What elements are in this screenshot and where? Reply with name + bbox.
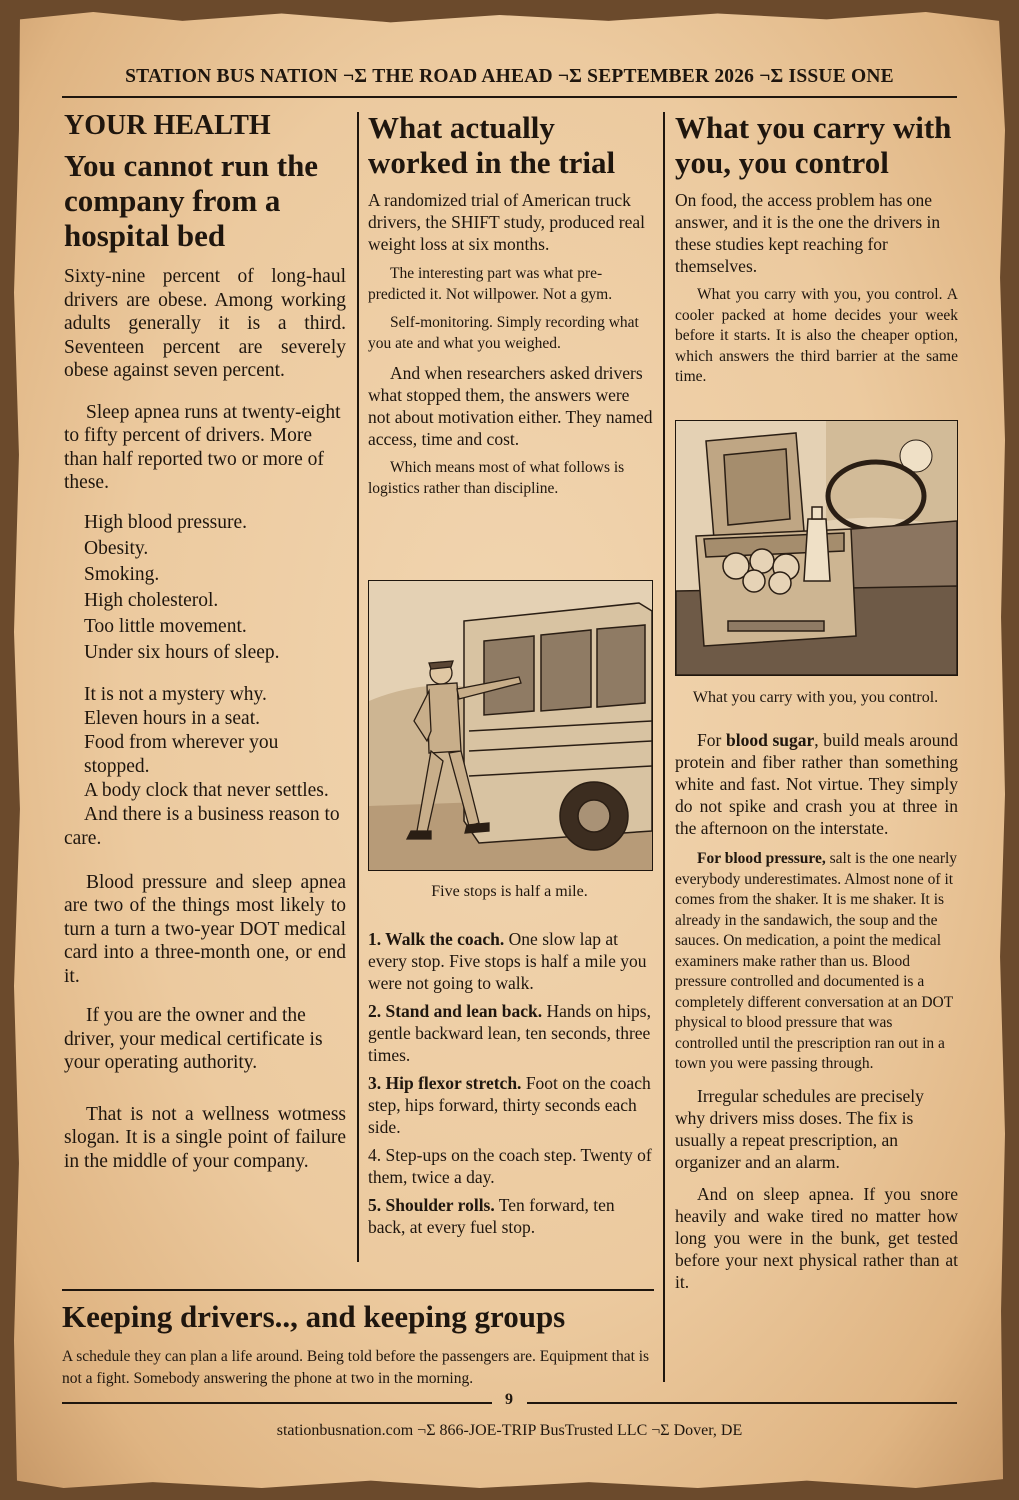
column-health: [64, 110, 346, 1173]
column-trial: [368, 110, 653, 499]
illustration-cooler: [675, 420, 958, 676]
paragraph-single-point-failure: That is not a wellness wotmess slogan. It is a single point of failure in the middle of your company.: [64, 1103, 346, 1172]
paragraph-barriers: And when researchers asked drivers what stopped them, the answers were not about motivation either. They named access, time and cost.: [368, 363, 653, 449]
paragraph-logistics: Which means most of what follows is logistics rather than discipline.: [368, 459, 625, 497]
paragraph-food-access: On food, the access problem has one answer, and it is the one the drivers in these studies kept reaching for themselves.: [675, 190, 941, 276]
column-divider-left: [357, 112, 359, 1262]
headline-carry-control: What you carry with you, you control: [675, 110, 952, 180]
list-item: High cholesterol.: [84, 589, 219, 611]
footer-contact-line: stationbusnation.com ¬Σ 866-JOE-TRIP BusTrusted LLC ¬Σ Dover, DE: [276, 1422, 743, 1439]
caption-cooler: What you carry with you, you control.: [692, 689, 939, 706]
paragraph-dot-card: Blood pressure and sleep apnea are two of the things most likely to turn a turn a two-year DOT medical card into a three-month one, or end it.: [64, 871, 346, 987]
paragraph-blood-pressure: For blood pressure, salt is the one nearly everybody underestimates. Almost none of it comes from the shaker. It is me shaker. It is already in the sandawich, the soup and the sauces. On medication, a point the medical examiners make rather than us. Blood pressure controlled and documented is a completely different conversation at an DOT physical to blood pressure that was controlled until the prescription ran out in a town you were passing through.: [675, 850, 958, 1072]
reasons-list: [64, 683, 346, 851]
step-hip-flexor: 3. Hip flexor stretch. Foot on the coach step, hips forward, thirty seconds each side.: [368, 1073, 651, 1137]
stretch-steps: [368, 928, 653, 1244]
page-number: 9: [505, 1391, 513, 1408]
paragraph-cooler: What you carry with you, you control. A cooler packed at home decides your week before it starts. It is also the cheaper option, which answers the third barrier at the same time.: [675, 286, 958, 385]
paragraph-operating-authority: If you are the owner and the driver, your medical certificate is your operating authority.: [64, 1005, 323, 1073]
list-item: High blood pressure.: [84, 511, 248, 533]
paragraph-keeping-drivers: A schedule they can plan a life around. Being told before the passengers are. Equipment that is not a fight. Somebody answering the phone at two in the morning.: [62, 1348, 650, 1387]
list-item: It is not a mystery why.: [84, 683, 267, 705]
paragraph-self-monitoring: Self-monitoring. Simply recording what you ate and what you weighed.: [368, 314, 639, 352]
risk-factor-list: [64, 510, 346, 666]
list-item: Under six hours of sleep.: [84, 641, 280, 663]
bottom-story-rule: [62, 1289, 654, 1291]
column-carry-continued: [675, 729, 958, 1293]
masthead-rule: [62, 96, 957, 98]
headline-trial: What actually worked in the trial: [368, 110, 616, 180]
column-carry: [675, 110, 958, 388]
list-item: Food from wherever you stopped.: [84, 731, 279, 777]
caption-five-stops: Five stops is half a mile.: [431, 883, 588, 900]
step-shoulder-rolls: 5. Shoulder rolls. Ten forward, ten back, at every fuel stop.: [368, 1195, 615, 1237]
illustration-driver-bus: [368, 580, 653, 871]
paragraph-shift-study: A randomized trial of American truck drivers, the SHIFT study, produced real weight loss at six months.: [368, 190, 646, 254]
list-item: Smoking.: [84, 563, 160, 585]
paragraph-sleep-apnea: Sleep apnea runs at twenty-eight to fifty percent of drivers. More than half reported two or more of these.: [64, 401, 341, 493]
list-item: A body clock that never settles.: [84, 779, 329, 801]
headline-keeping-drivers: Keeping drivers.., and keeping groups: [62, 1299, 566, 1334]
list-item: Eleven hours in a seat.: [84, 707, 260, 729]
list-item: Too little movement.: [84, 615, 247, 637]
paragraph-irregular-schedules: Irregular schedules are precisely why drivers miss doses. The fix is usually a repeat prescription, an organizer and an alarm.: [675, 1085, 924, 1172]
paragraph-sleep-testing: And on sleep apnea. If you snore heavily and wake tired no matter how long you were in the bunk, get tested before your next physical rather than at it.: [675, 1183, 958, 1292]
section-kicker: YOUR HEALTH: [64, 110, 271, 141]
footer-rule-left: [62, 1402, 492, 1404]
column-divider-right: [663, 112, 665, 1382]
step-lean-back: 2. Stand and lean back. Hands on hips, gentle backward lean, ten seconds, three times.: [368, 1001, 651, 1065]
headline-hospital-bed: You cannot run the company from a hospital bed: [64, 148, 319, 253]
paragraph-blood-sugar: For blood sugar, build meals around protein and fiber rather than something white and fast. Not virtue. They simply do not spike and crash you at three in the afternoon on the interstate.: [675, 730, 958, 838]
list-item: Obesity.: [84, 537, 149, 559]
step-walk-coach: 1. Walk the coach. One slow lap at every stop. Five stops is half a mile you were not going to walk.: [368, 929, 647, 993]
list-item: And there is a business reason to care.: [64, 803, 340, 849]
paragraph-predictor: The interesting part was what pre-predicted it. Not willpower. Not a gym.: [368, 265, 613, 303]
step-step-ups: 4. Step-ups on the coach step. Twenty of them, twice a day.: [368, 1145, 652, 1187]
masthead: STATION BUS NATION ¬Σ THE ROAD AHEAD ¬Σ SEPTEMBER 2026 ¬Σ ISSUE ONE: [125, 66, 894, 87]
paragraph-obesity: Sixty-nine percent of long-haul drivers are obese. Among working adults generally it is a third. Seventeen percent are severely obese against seven percent.: [64, 266, 346, 381]
footer-rule-right: [527, 1402, 957, 1404]
